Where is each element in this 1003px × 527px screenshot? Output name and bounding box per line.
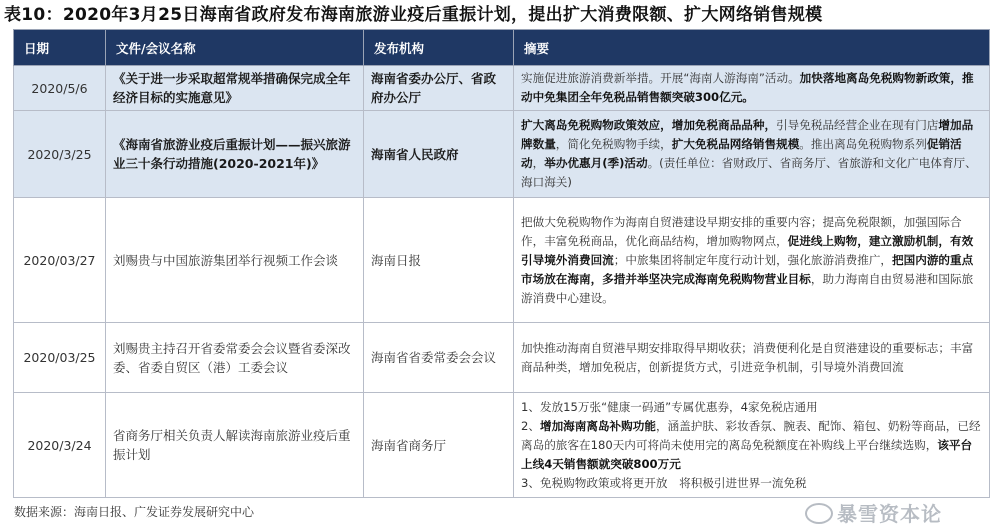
- row-summary: [514, 393, 990, 498]
- watermark-text: 暴雪资本论: [837, 502, 942, 526]
- summary-text: ；中旅集团将制定年度行动计划，强化旅游消费推广，: [613, 252, 893, 267]
- row-document: 刘赐贵与中国旅游集团举行视频工作会谈: [106, 198, 364, 323]
- summary-line: [521, 417, 982, 474]
- table-row: [14, 111, 990, 198]
- summary-bold: 增加品牌数量: [521, 118, 974, 151]
- row-document: 刘赐贵主持召开省委常委会会议暨省委深改委、省委自贸区（港）工委会议: [106, 323, 364, 393]
- header-document: 文件/会议名称: [106, 30, 364, 66]
- row-document: 《关于进一步采取超常规举措确保完成全年经济目标的实施意见》: [106, 66, 364, 111]
- summary-text: ，助力海南自由贸易港和国际旅游消费中心建设。: [521, 271, 974, 305]
- row-date: 2020/3/24: [14, 393, 106, 498]
- row-date: 2020/03/25: [14, 323, 106, 393]
- summary-bold: 促销活动: [521, 137, 962, 170]
- summary-text: 。(责任单位：省财政厅、省商务厅、省旅游和文化广电体育厅、海口海关): [521, 156, 977, 189]
- row-issuer: 海南日报: [364, 198, 514, 323]
- summary-text: ，简化免税购物手续，: [555, 137, 672, 151]
- row-summary: [514, 198, 990, 323]
- wechat-icon: [805, 503, 833, 524]
- summary-bold: 把国内游的重点市场放在海南，多措并举坚决完成海南免税购物营业目标: [521, 252, 974, 286]
- row-document: 《海南省旅游业疫后重振计划——振兴旅游业三十条行动措施(2020-2021年)》: [106, 111, 364, 198]
- row-issuer: 海南省省委常委会会议: [364, 323, 514, 393]
- row-summary: [514, 111, 990, 198]
- summary-bold: 扩大免税品网络销售规模: [671, 137, 800, 151]
- policy-table: [13, 29, 989, 498]
- row-issuer: 海南省商务厅: [364, 393, 514, 498]
- summary-line: 1、发放15万张“健康一码通”专属优惠券，4家免税店通用: [521, 399, 818, 414]
- row-date: 2020/03/27: [14, 198, 106, 323]
- summary-bold: 促进线上购物，建立激励机制，有效引导境外消费回流: [521, 233, 974, 267]
- table-header-row: [14, 30, 990, 66]
- summary-text: 。推出离岛免税购物系列: [799, 137, 927, 151]
- header-summary: 摘要: [514, 30, 990, 66]
- table-row: [14, 323, 990, 393]
- summary-text: 实施促进旅游消费新举措。开展“海南人游海南”活动。: [521, 71, 800, 85]
- summary-bold: 增加海南离岛补购功能: [539, 418, 656, 433]
- summary-text: 把做大免税购物作为海南自贸港建设早期安排的重要内容；提高免税限额，加强国际合作，丰富免税商品，优化商品结构，增加购物网点，: [521, 214, 962, 248]
- summary-text: ，涵盖护肤、彩妆香氛、腕表、配饰、箱包、奶粉等商品，已经离岛的旅客在180天内可将尚未使用完的离岛免税额度在补购线上平台继续选购，: [521, 418, 981, 452]
- row-date: 2020/5/6: [14, 66, 106, 111]
- summary-bold: 举办优惠月(季)活动: [544, 156, 648, 170]
- table-row: [14, 393, 990, 498]
- row-issuer: 海南省人民政府: [364, 111, 514, 198]
- row-summary: [514, 66, 990, 111]
- summary-text: ，: [532, 156, 545, 170]
- summary-text: 引导免税品经营企业在现有门店: [776, 118, 939, 132]
- summary-bold: 该平台上线4天销售额就突破800万元: [521, 437, 973, 471]
- header-issuer: 发布机构: [364, 30, 514, 66]
- table-row: [14, 66, 990, 111]
- summary-bold: 加快落地离岛免税购物新政策，推动中免集团全年免税品销售额突破300亿元。: [521, 71, 974, 104]
- header-date: 日期: [14, 30, 106, 66]
- source-note: 数据来源：海南日报、广发证券发展研究中心: [14, 505, 255, 519]
- table-row: [14, 198, 990, 323]
- summary-text: 2、: [521, 418, 540, 433]
- summary-bold: 扩大离岛免税购物政策效应，增加免税商品品种，: [521, 118, 777, 132]
- row-document: 省商务厅相关负责人解读海南旅游业疫后重振计划: [106, 393, 364, 498]
- row-issuer: 海南省委办公厅、省政府办公厅: [364, 66, 514, 111]
- summary-line: 3、免税购物政策或将更开放 将积极引进世界一流免税: [521, 475, 807, 490]
- table-title: 表10：2020年3月25日海南省政府发布海南旅游业疫后重振计划，提出扩大消费限额、扩大网络销售规模: [4, 5, 823, 25]
- watermark: [805, 498, 942, 527]
- row-date: 2020/3/25: [14, 111, 106, 198]
- row-summary: 加快推动海南自贸港早期安排取得早期收获；消费便利化是自贸港建设的重要标志；丰富商品种类，增加免税店，创新提货方式，引进竞争机制，引导境外消费回流: [514, 323, 990, 393]
